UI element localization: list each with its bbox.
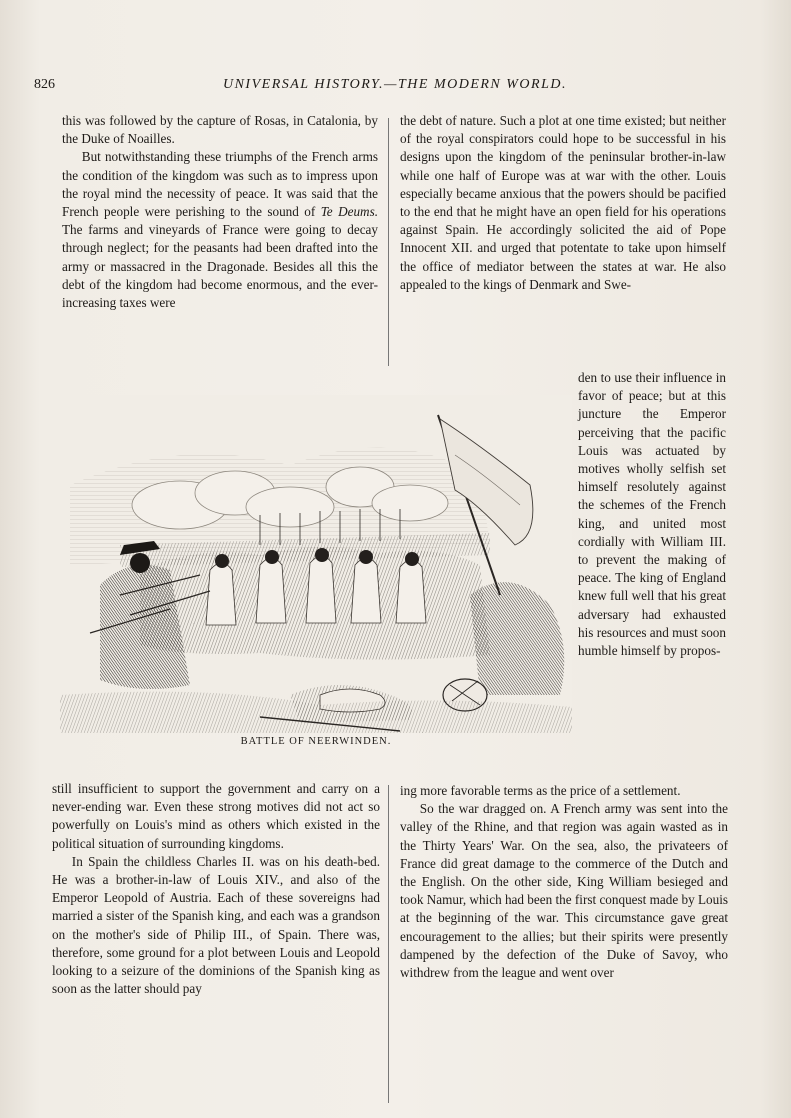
column-divider [388, 785, 389, 1103]
figure-caption: BATTLE OF NEERWINDEN. [240, 736, 392, 747]
paragraph [62, 148, 378, 312]
paragraph: the debt of nature. Such a plot at one time existed; but neither of the royal conspirators could hope to be successful in his designs upon the kingdom of the peninsular brother-in-law while one half of Europe was at war with the other. Louis especially became anxious that the powers should be pacified to the end that he might have an open field for his operations against Spain. He accordingly solicited the aid of Pope Innocent XII. and urged that potentate to take upon himself the office of mediator between the states at war. He also appealed to the kings of Denmark and Swe- [400, 113, 726, 292]
column-bottom-right [400, 782, 728, 982]
column-top-left [62, 112, 378, 312]
column-wrap-right [578, 369, 726, 660]
column-bottom-left [52, 780, 380, 998]
paragraph: den to use their influence in favor of peace; but at this juncture the Emperor perceiving that the pacific Louis was actuated by motives wholly selfish set himself resolutely against the schemes of the French king, and united most cordially with William III. to prevent the making of peace. The king of England knew full well that his great adversary had exhausted his resources and must soon humble himself by propos- [578, 370, 726, 659]
page-header [34, 77, 756, 99]
paragraph: In Spain the childless Charles II. was on his death-bed. He was a brother-in-law of Louis XIV., and also of the Emperor Leopold of Austria. Each of these sovereigns had married a sister of the Spanish king, and each was a grandson on the mother's side of Philip III., of Spain. There was, therefore, some ground for a plot between Louis and Leopold looking to a seizure of the dominions of the Spanish king as soon as the latter should pay [52, 853, 380, 997]
paragraph: So the war dragged on. A French army was sent into the valley of the Rhine, and that region was again wasted as in the Thirty Years' War. On the sea, also, the privateers of France did great damage to the commerce of the Dutch and the English. On the other side, King William besieged and took Namur, which had been the first conquest made by Louis at the beginning of the war. This circumstance gave great encouragement to the allies; but their spirits were presently dampened by the defection of the Duke of Savoy, who withdrew from the league and went over [400, 801, 728, 981]
running-title: UNIVERSAL HISTORY.—THE MODERN WORLD. [222, 77, 567, 92]
italic-term: Te Deums. [320, 204, 379, 220]
paragraph-text: But notwithstanding these triumphs of the French arms the condition of the kingdom was such as to impress upon the royal mind the necessity of peace. It was said that the French people were perishing to the sound of [62, 149, 378, 220]
paragraph-text: The farms and vineyards of France were going to decay through neglect; for the peasants had been drafted into the army or massacred in the Dragonade. Besides all this the debt of the kingdom had become enormous, and the ever-increasing taxes were [62, 222, 378, 311]
paragraph: ing more favorable terms as the price of a settlement. [400, 783, 681, 798]
column-top-right [400, 112, 726, 294]
paragraph: still insufficient to support the government and carry on a never-ending war. Even these strong motives did not act so powerfully on Louis's mind as others which existed in the political situation of surrounding kingdoms. [52, 781, 380, 851]
column-divider [388, 118, 389, 366]
page-number: 826 [34, 77, 55, 92]
battle-engraving [60, 395, 572, 733]
paragraph: this was followed by the capture of Rosas, in Catalonia, by the Duke of Noailles. [62, 113, 378, 147]
